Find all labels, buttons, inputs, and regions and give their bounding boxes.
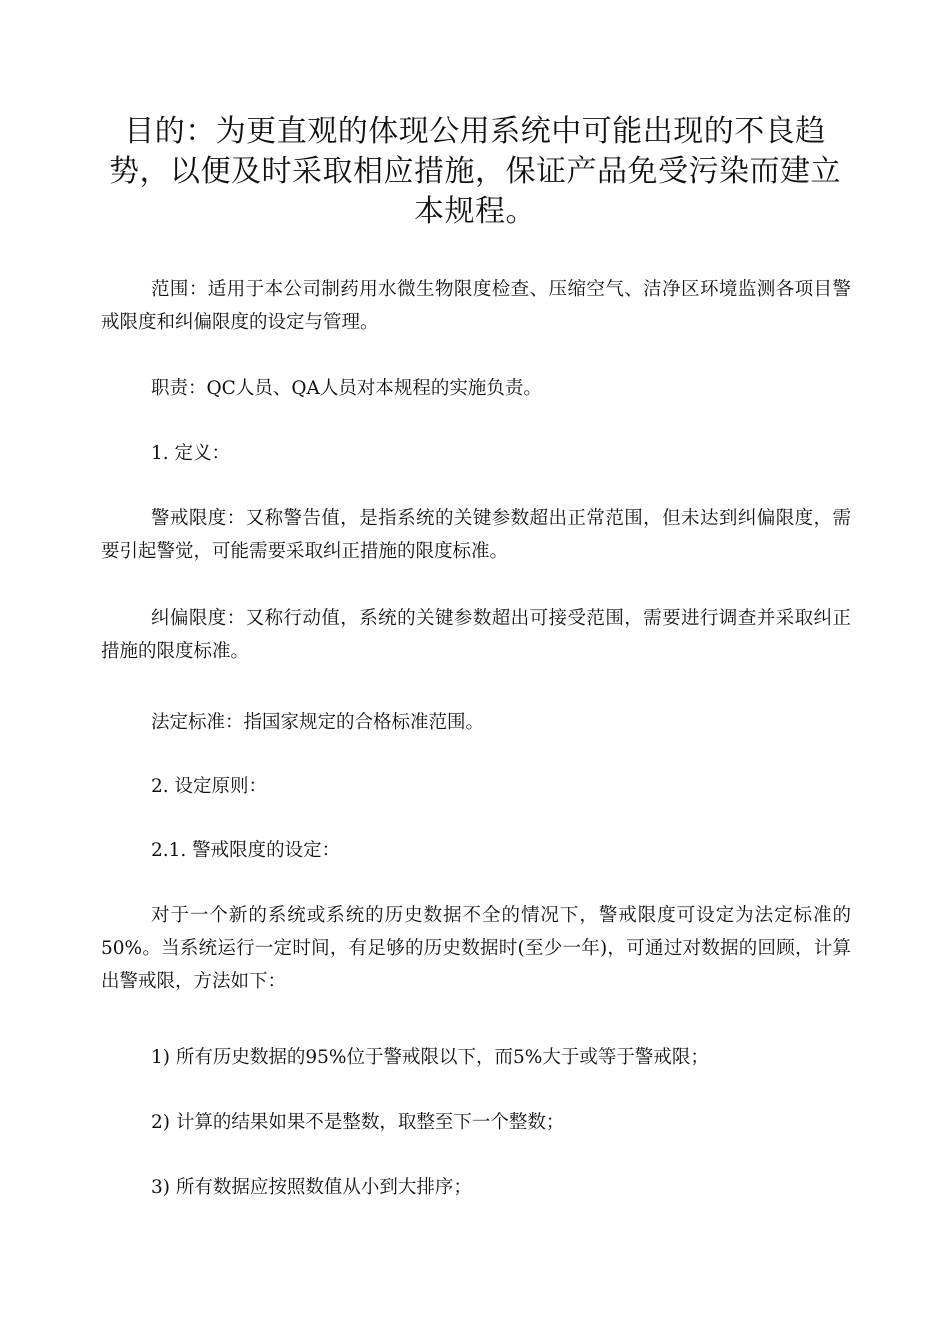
legal-standard-definition: 法定标准：指国家规定的合格标准范围。 — [151, 712, 485, 733]
document-title: 目的：为更直观的体现公用系统中可能出现的不良趋势，以便及时采取相应措施，保证产品免受污染而建立本规程。 — [109, 114, 841, 229]
responsibility-paragraph: 职责：QC人员、QA人员对本规程的实施负责。 — [151, 378, 542, 399]
action-limit-definition: 纠偏限度：又称行动值，系统的关键参数超出可接受范围，需要进行调查并采取纠正措施的限度标准。 — [101, 608, 851, 662]
alert-limit-setting-paragraph: 对于一个新的系统或系统的历史数据不全的情况下，警戒限度可设定为法定标准的50%。当系统运行一定时间，有足够的历史数据时(至少一年)，可通过对数据的回顾，计算出警戒限，方法如下： — [101, 905, 851, 992]
section-2-heading: 2. 设定原则： — [151, 776, 268, 797]
section-2-1-heading: 2.1. 警戒限度的设定： — [151, 840, 341, 861]
rule-item-2: 2) 计算的结果如果不是整数，取整至下一个整数； — [151, 1112, 565, 1133]
scope-paragraph: 范围：适用于本公司制药用水微生物限度检查、压缩空气、洁净区环境监测各项目警戒限度和纠偏限度的设定与管理。 — [101, 279, 851, 333]
section-1-heading: 1. 定义： — [151, 443, 231, 464]
rule-item-1: 1) 所有历史数据的95%位于警戒限以下，而5%大于或等于警戒限； — [151, 1047, 709, 1068]
alert-limit-definition: 警戒限度：又称警告值，是指系统的关键参数超出正常范围，但未达到纠偏限度，需要引起警觉，可能需要采取纠正措施的限度标准。 — [101, 508, 851, 562]
rule-item-3: 3) 所有数据应按照数值从小到大排序； — [151, 1177, 472, 1198]
